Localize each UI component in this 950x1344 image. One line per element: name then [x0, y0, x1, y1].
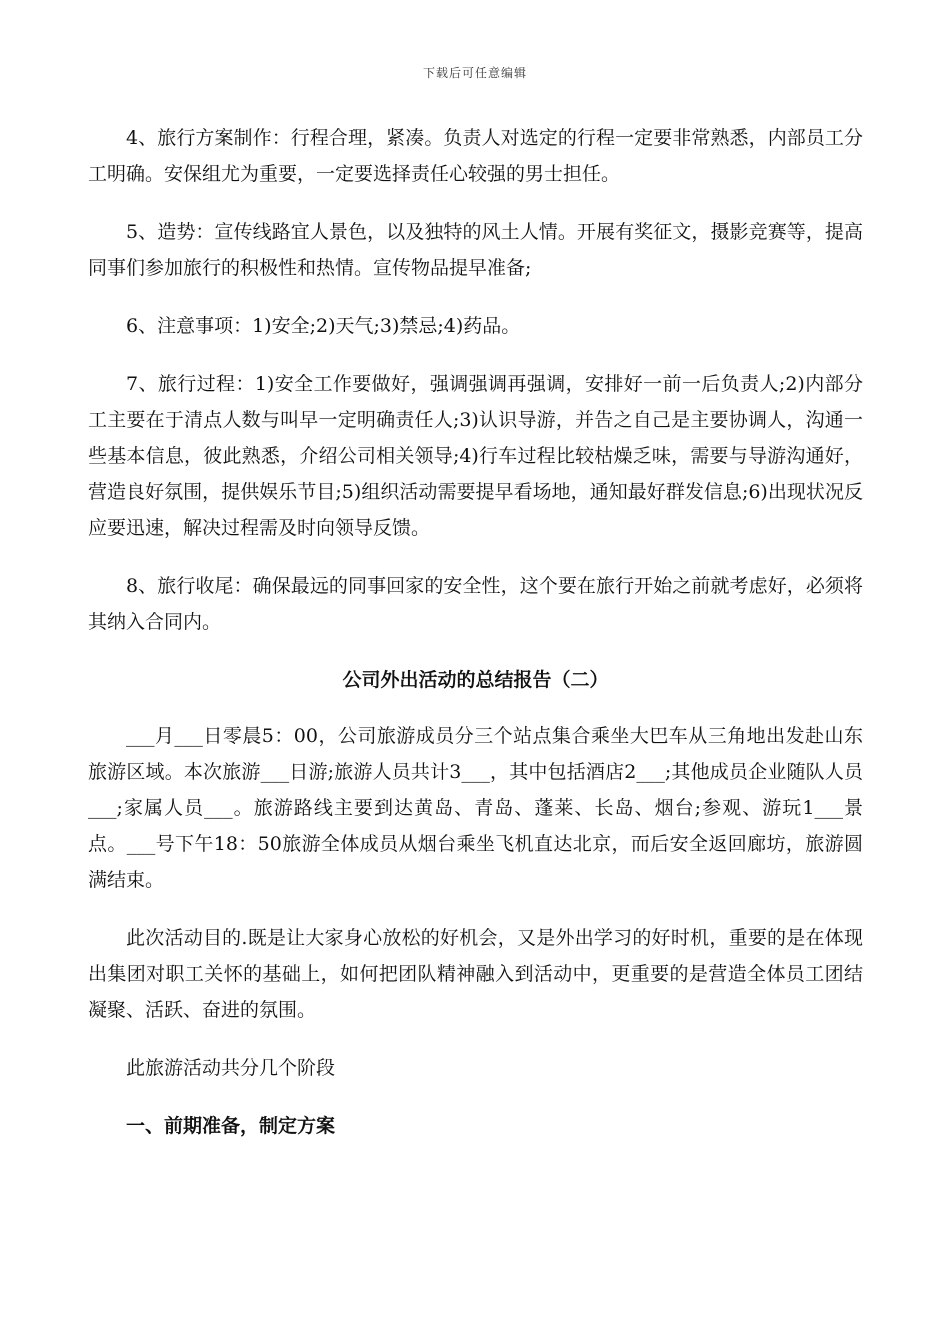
- paragraph-item-4: 4、旅行方案制作：行程合理，紧凑。负责人对选定的行程一定要非常熟悉，内部员工分工明确。安保组尤为重要，一定要选择责任心较强的男士担任。: [88, 127, 863, 185]
- paragraph-trip-summary: ___月___日零晨5：00，公司旅游成员分三个站点集合乘坐大巴车从三角地出发赴山东旅游区域。本次旅游___日游;旅游人员共计3___，其中包括酒店2___;其他成员企业随队人员___;家属人员___。旅游路线主要到达黄岛、青岛、蓬莱、长岛、烟台;参观、游玩1___景点。___号下午18：50旅游全体成员从烟台乘坐飞机直达北京，而后安全返回廊坊，旅游圆满结束。: [88, 725, 863, 891]
- paragraph-item-6: 6、注意事项：1)安全;2)天气;3)禁忌;4)药品。: [126, 315, 521, 337]
- paragraph-item-8: 8、旅行收尾：确保最远的同事回家的安全性，这个要在旅行开始之前就考虑好，必须将其纳入合同内。: [88, 575, 863, 633]
- document-body: [88, 120, 863, 1144]
- paragraph-purpose: 此次活动目的.既是让大家身心放松的好机会，又是外出学习的好时机，重要的是在体现出集团对职工关怀的基础上，如何把团队精神融入到活动中，更重要的是营造全体员工团结凝聚、活跃、奋进的氛围。: [88, 927, 863, 1021]
- page-header: 下载后可任意编辑: [422, 66, 527, 80]
- subheading-preparation: 一、前期准备，制定方案: [126, 1115, 336, 1137]
- paragraph-item-7: 7、旅行过程：1)安全工作要做好，强调强调再强调，安排好一前一后负责人;2)内部分工主要在于清点人数与叫早一定明确责任人;3)认识导游，并告之自己是主要协调人，沟通一些基本信息，彼此熟悉，介绍公司相关领导;4)行车过程比较枯燥乏味，需要与导游沟通好，营造良好氛围，提供娱乐节目;5)组织活动需要提早看场地，通知最好群发信息;6)出现状况反应要迅速，解决过程需及时向领导反馈。: [88, 373, 863, 539]
- section-title: 公司外出活动的总结报告（二）: [342, 669, 609, 691]
- paragraph-stages: 此旅游活动共分几个阶段: [126, 1057, 336, 1079]
- paragraph-item-5: 5、造势：宣传线路宜人景色，以及独特的风土人情。开展有奖征文，摄影竞赛等，提高同事们参加旅行的积极性和热情。宣传物品提早准备;: [88, 221, 863, 279]
